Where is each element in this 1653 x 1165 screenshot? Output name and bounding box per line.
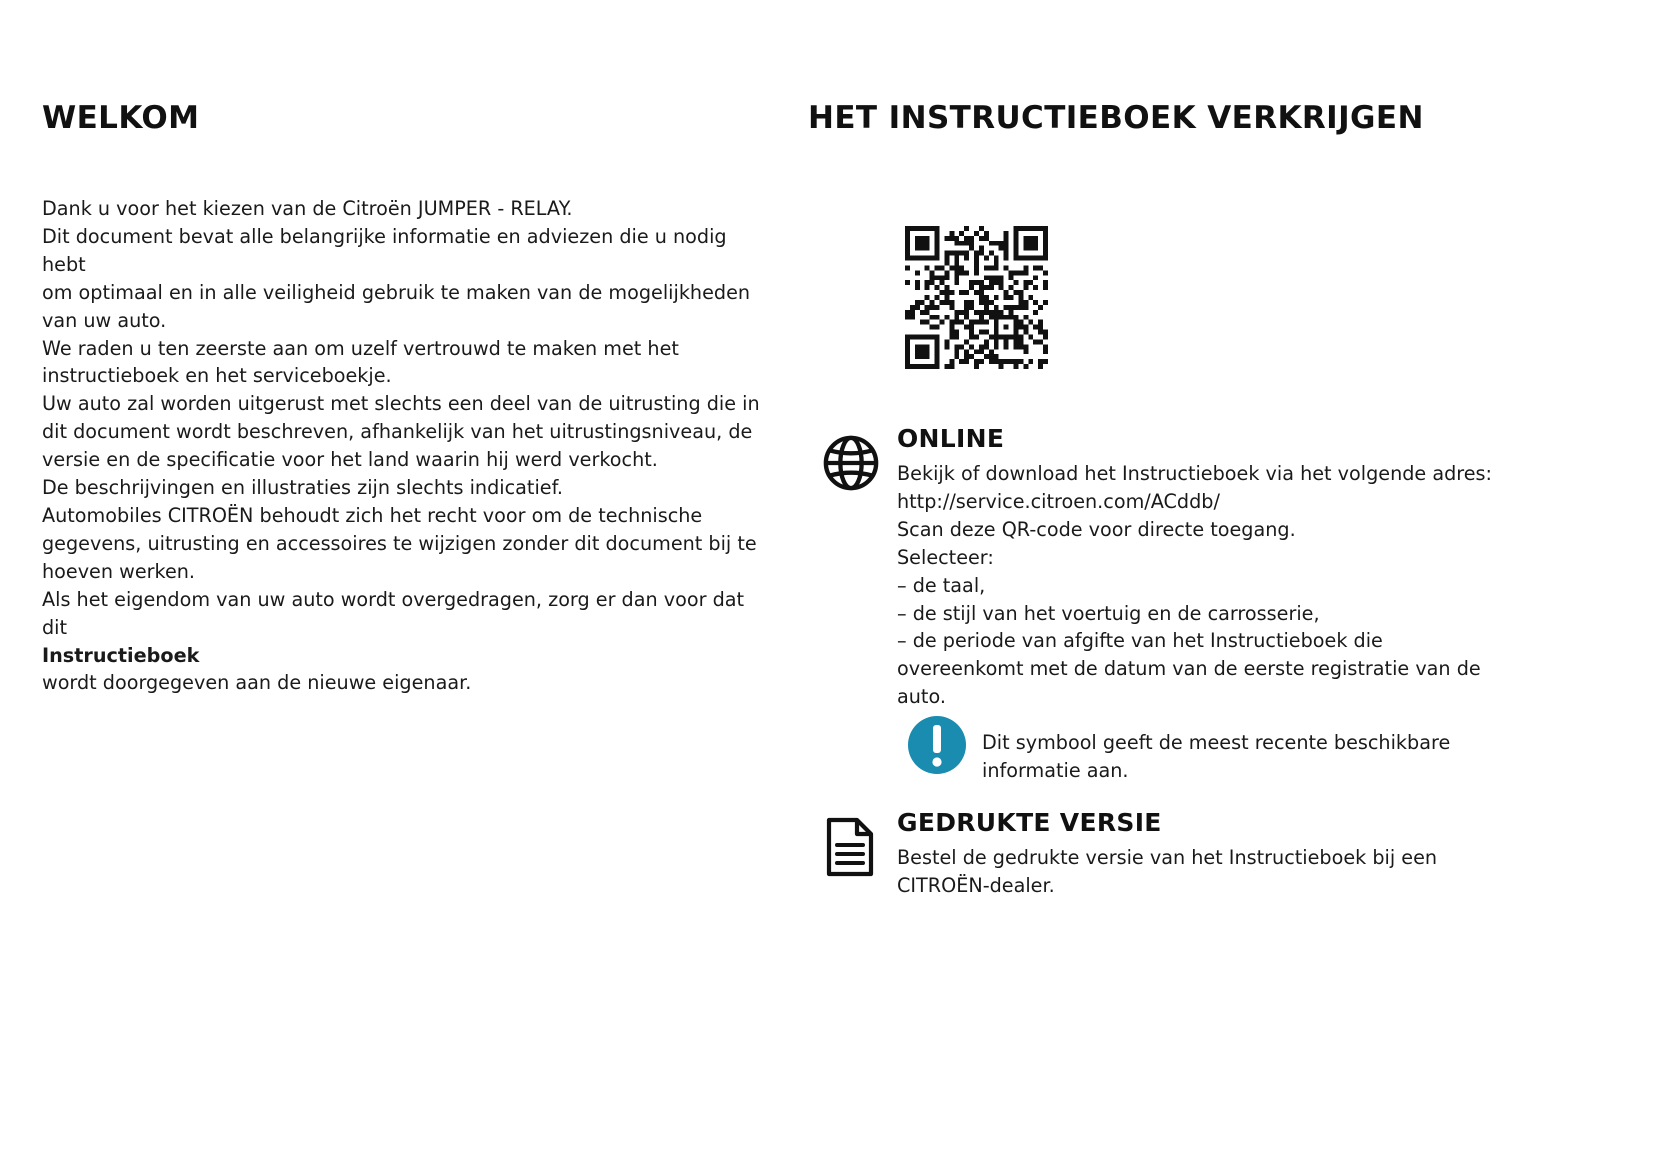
online-line: Scan deze QR-code voor directe toegang. [897, 517, 1296, 541]
online-line: Bekijk of download het Instructieboek via het volgende adres: [897, 462, 1492, 485]
welkom-line: van uw auto. [42, 308, 167, 332]
globe-icon [822, 434, 880, 492]
welkom-line: dit document wordt beschreven, afhankelijk van het uitrustingsniveau, de [42, 420, 753, 444]
info-note [982, 729, 1542, 785]
gedrukt-body [897, 844, 1537, 900]
online-line: – de periode van afgifte van het Instructieboek die [897, 629, 1383, 653]
welkom-line-bold: Instructieboek [42, 643, 200, 667]
online-url[interactable]: http://service.citroen.com/ACddb/ [897, 489, 1220, 513]
welkom-line: De beschrijvingen en illustraties zijn slechts indicatief. [42, 476, 564, 500]
welkom-line: wordt doorgegeven aan de nieuwe eigenaar. [42, 671, 472, 695]
verkrijgen-title: HET INSTRUCTIEBOEK VERKRIJGEN [808, 100, 1424, 136]
gedrukt-title: GEDRUKTE VERSIE [897, 808, 1162, 837]
online-line: overeenkomt met de datum van de eerste registratie van de [897, 657, 1481, 681]
welkom-line: instructieboek en het serviceboekje. [42, 364, 392, 388]
document-icon [826, 817, 874, 877]
welkom-title: WELKOM [42, 100, 200, 136]
online-title: ONLINE [897, 424, 1005, 453]
welkom-line: Automobiles CITROËN behoudt zich het recht voor om de technische [42, 503, 703, 527]
welkom-body [42, 195, 772, 697]
online-body [897, 460, 1617, 711]
welkom-line: Als het eigendom van uw auto wordt overgedragen, zorg er dan voor dat dit [42, 587, 745, 639]
gedrukt-line: Bestel de gedrukte versie van het Instructieboek bij een [897, 846, 1438, 869]
welkom-line: versie en de specificatie voor het land waarin hij werd verkocht. [42, 448, 658, 472]
welkom-line: We raden u ten zeerste aan om uzelf vertrouwd te maken met het [42, 336, 679, 360]
online-line: – de taal, [897, 573, 986, 597]
online-line: auto. [897, 685, 946, 709]
gedrukt-line: CITROËN-dealer. [897, 873, 1055, 897]
info-line: informatie aan. [982, 758, 1129, 782]
welkom-line: hoeven werken. [42, 559, 196, 583]
online-line: Selecteer: [897, 545, 994, 569]
welkom-line: Dit document bevat alle belangrijke informatie en adviezen die u nodig hebt [42, 224, 727, 276]
exclamation-icon [907, 715, 967, 775]
welkom-line: Dank u voor het kiezen van de Citroën JUMPER - RELAY. [42, 197, 573, 220]
info-line: Dit symbool geeft de meest recente beschikbare [982, 731, 1451, 754]
qr-code[interactable] [905, 226, 1048, 369]
welkom-line: om optimaal en in alle veiligheid gebruik te maken van de mogelijkheden [42, 280, 751, 304]
welkom-line: gegevens, uitrusting en accessoires te wijzigen zonder dit document bij te [42, 531, 757, 555]
welkom-line: Uw auto zal worden uitgerust met slechts een deel van de uitrusting die in [42, 392, 760, 416]
online-line: – de stijl van het voertuig en de carrosserie, [897, 601, 1320, 625]
